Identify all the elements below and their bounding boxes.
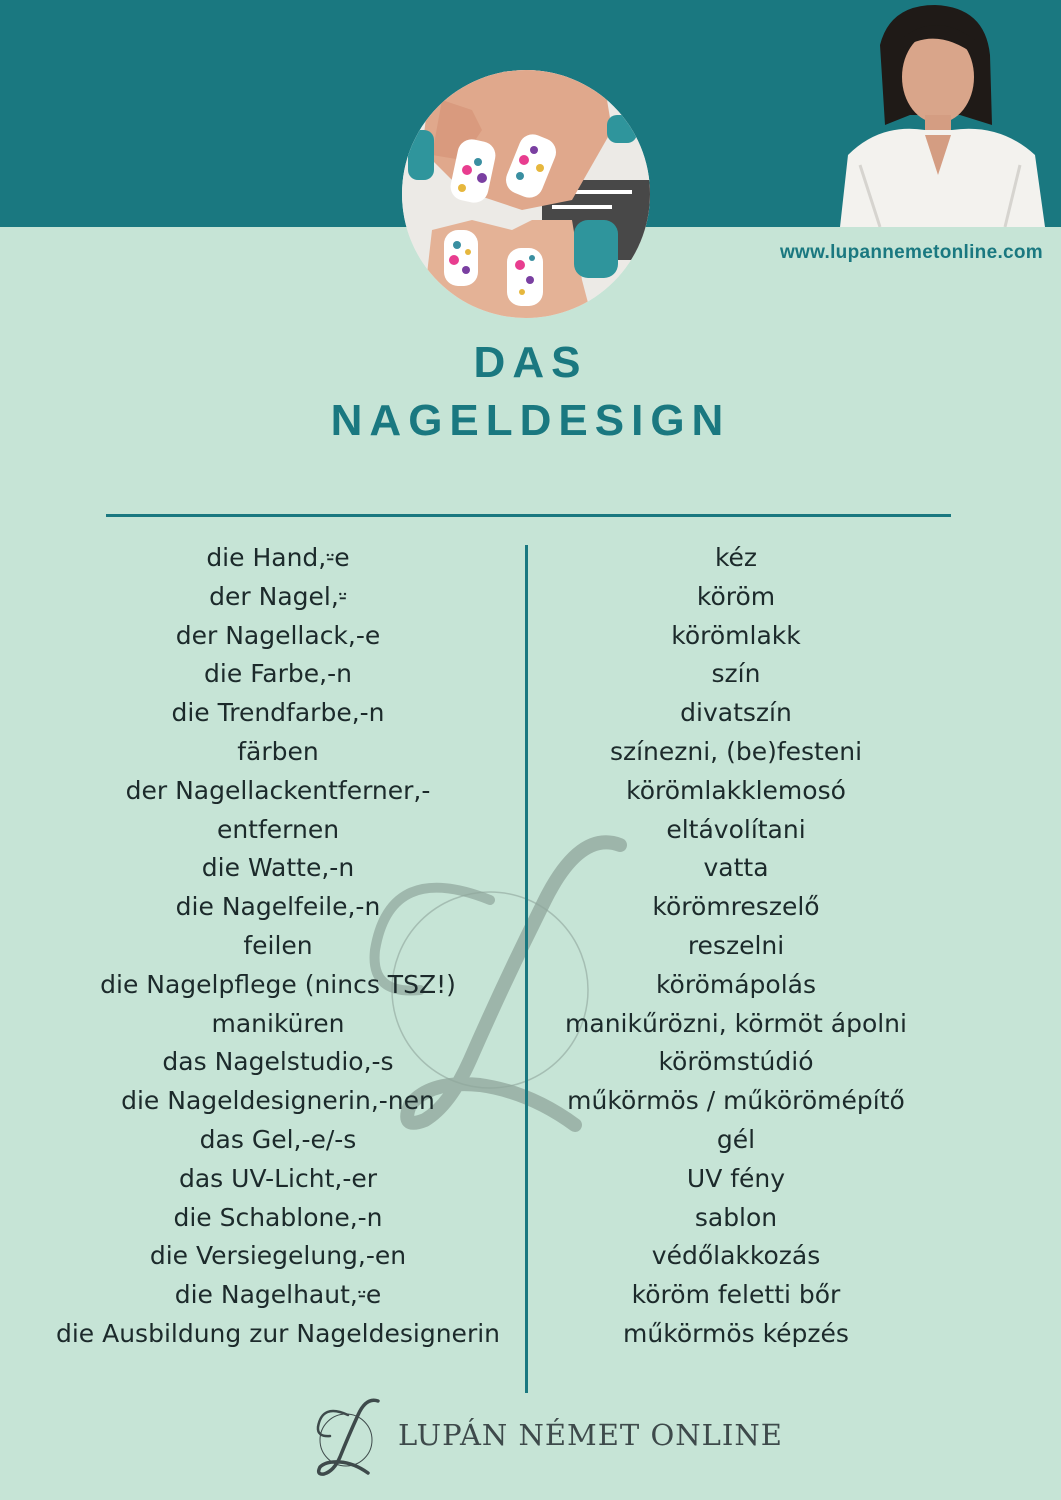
- vocab-hungarian-term: divatszín: [680, 698, 792, 728]
- german-column: [38, 539, 518, 1354]
- column-divider: [525, 545, 528, 1393]
- vocab-hungarian-term: köröm: [696, 581, 776, 611]
- hands-illustration: [402, 70, 650, 318]
- portrait-illustration: [840, 5, 1045, 227]
- vocab-hungarian-term: színezni, (be)festeni: [609, 736, 863, 766]
- vocab-hungarian-term: körömreszelő: [652, 892, 820, 922]
- hungarian-column: [536, 539, 936, 1354]
- page-title-line-1: DAS: [473, 338, 588, 387]
- vocab-hungarian-term: köröm feletti bőr: [631, 1280, 841, 1310]
- vocab-hungarian-term: körömlakk: [671, 620, 801, 650]
- vocab-german-term: das Gel,-e/-s: [199, 1124, 357, 1154]
- vocab-hungarian-term: gél: [716, 1124, 756, 1154]
- vocab-hungarian-term: védőlakkozás: [651, 1241, 821, 1271]
- vocab-german-term: die Watte,-n: [201, 853, 355, 883]
- vocab-german-term: die Versiegelung,-en: [149, 1241, 407, 1271]
- teacher-portrait-photo: [840, 5, 1045, 227]
- vocab-german-term: die Hand,⸚e: [206, 543, 350, 572]
- vocab-hungarian-term: szín: [711, 659, 761, 689]
- page-title-line-2: NAGELDESIGN: [330, 396, 731, 445]
- vocab-german-term: das UV-Licht,-er: [178, 1163, 377, 1193]
- footer-brand: LUPÁN NÉMET ONLINE: [398, 1418, 783, 1452]
- footer-logo-icon: [308, 1395, 388, 1480]
- vocab-hungarian-term: reszelni: [687, 930, 785, 960]
- vocab-hungarian-term: körömápolás: [655, 969, 817, 999]
- vocab-german-term: feilen: [243, 930, 313, 960]
- vocab-german-term: die Nageldesignerin,-nen: [121, 1086, 435, 1116]
- vocab-german-term: die Schablone,-n: [173, 1202, 383, 1232]
- vocab-hungarian-term: körömstúdió: [658, 1047, 814, 1077]
- vocab-hungarian-term: manikűrözni, körmöt ápolni: [565, 1008, 907, 1038]
- vocab-german-term: die Nagelfeile,-n: [175, 892, 381, 922]
- vocab-hungarian-term: kéz: [714, 543, 758, 572]
- vocab-german-term: der Nagel,⸚: [209, 581, 347, 611]
- vocab-hungarian-term: vatta: [703, 853, 769, 883]
- vocab-hungarian-term: UV fény: [686, 1163, 786, 1193]
- vocab-german-term: die Nagelhaut,⸚e: [174, 1280, 382, 1310]
- vocab-german-term: das Nagelstudio,-s: [162, 1047, 394, 1077]
- vocab-hungarian-term: sablon: [694, 1202, 778, 1232]
- vocab-german-term: der Nagellack,-e: [175, 620, 381, 650]
- vocab-german-term: maniküren: [211, 1008, 345, 1038]
- vocab-german-term: die Nagelpflege (nincs TSZ!): [100, 969, 456, 999]
- nail-design-photo: [402, 70, 650, 318]
- vocab-german-term: die Farbe,-n: [204, 659, 352, 689]
- vocab-hungarian-term: körömlakklemosó: [626, 775, 846, 805]
- vocab-german-term: der Nagellackentferner,-: [125, 775, 431, 805]
- vocab-german-term: entfernen: [216, 814, 340, 844]
- website-url[interactable]: www.lupannemetonline.com: [779, 242, 1043, 263]
- vocab-german-term: färben: [237, 736, 319, 766]
- vocab-hungarian-term: eltávolítani: [666, 814, 806, 844]
- vocab-german-term: die Ausbildung zur Nageldesignerin: [55, 1318, 501, 1348]
- title-divider: [106, 514, 951, 517]
- vocab-hungarian-term: műkörmös képzés: [623, 1318, 849, 1348]
- vocab-hungarian-term: műkörmös / műkörömépítő: [567, 1086, 905, 1116]
- vocab-german-term: die Trendfarbe,-n: [171, 698, 385, 728]
